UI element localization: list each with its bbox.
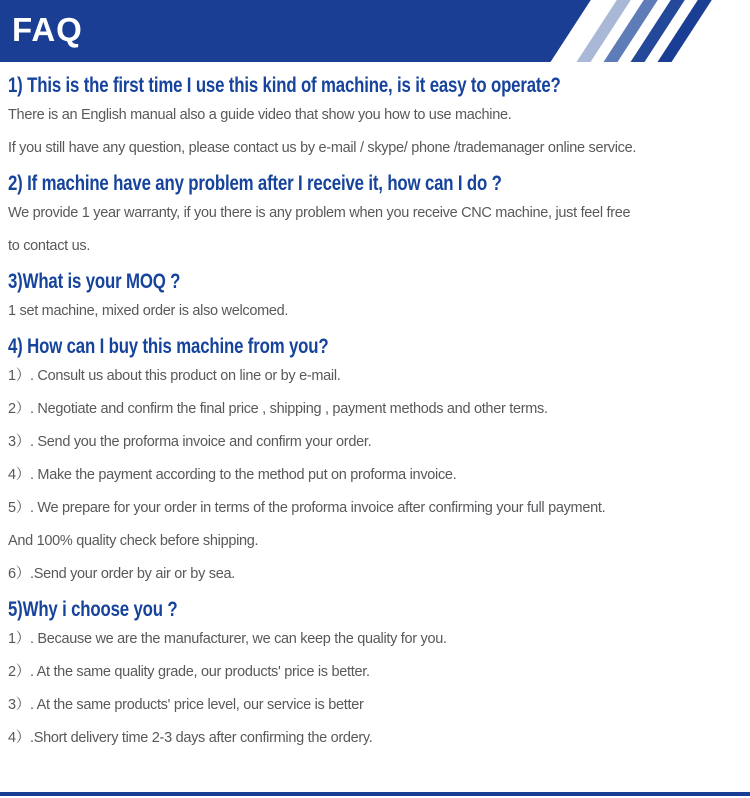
bottom-divider bbox=[0, 792, 750, 796]
faq-answer-line: 2）. At the same quality grade, our products' price is better. bbox=[8, 664, 370, 680]
faq-item bbox=[8, 270, 742, 321]
faq-answer-line: If you still have any question, please contact us by e-mail / skype/ phone /trademanager online service. bbox=[8, 140, 637, 156]
faq-question: 5)Why i choose you ? bbox=[8, 598, 178, 621]
faq-answer-line: We provide 1 year warranty, if you there is any problem when you receive CNC machine, just feel free bbox=[8, 205, 631, 221]
faq-item bbox=[8, 598, 742, 748]
faq-question: 2) If machine have any problem after I receive it, how can I do ? bbox=[8, 172, 502, 195]
faq-item bbox=[8, 172, 742, 256]
faq-answer-line: 1）. Consult us about this product on line or by e-mail. bbox=[8, 368, 341, 384]
faq-answer-line: 6）.Send your order by air or by sea. bbox=[8, 566, 235, 582]
faq-answer-line: 1 set machine, mixed order is also welcomed. bbox=[8, 303, 289, 319]
faq-answer-line: 1）. Because we are the manufacturer, we can keep the quality for you. bbox=[8, 631, 447, 647]
faq-answer-line: to contact us. bbox=[8, 238, 91, 254]
faq-question: 4) How can I buy this machine from you? bbox=[8, 335, 329, 358]
faq-answer-line: 4）.Short delivery time 2-3 days after confirming the ordery. bbox=[8, 730, 373, 746]
faq-answer-line: 2）. Negotiate and confirm the final price , shipping , payment methods and other terms. bbox=[8, 401, 548, 417]
faq-question: 1) This is the first time I use this kind of machine, is it easy to operate? bbox=[8, 74, 561, 97]
faq-answer-line: 5）. We prepare for your order in terms of the proforma invoice after confirming your full payment. bbox=[8, 500, 606, 516]
faq-answer-line: 4）. Make the payment according to the method put on proforma invoice. bbox=[8, 467, 457, 483]
faq-content bbox=[0, 62, 750, 748]
faq-question: 3)What is your MOQ ? bbox=[8, 270, 181, 293]
faq-item bbox=[8, 74, 742, 158]
faq-answer-line: There is an English manual also a guide video that show you how to use machine. bbox=[8, 107, 512, 123]
faq-answer-line: And 100% quality check before shipping. bbox=[8, 533, 259, 549]
faq-header bbox=[0, 0, 750, 62]
faq-answer-line: 3）. Send you the proforma invoice and confirm your order. bbox=[8, 434, 372, 450]
faq-answer-line: 3）. At the same products' price level, our service is better bbox=[8, 697, 364, 713]
faq-item bbox=[8, 335, 742, 584]
faq-header-title: FAQ bbox=[12, 11, 83, 49]
diagonal-stripes-decoration bbox=[547, 0, 750, 62]
